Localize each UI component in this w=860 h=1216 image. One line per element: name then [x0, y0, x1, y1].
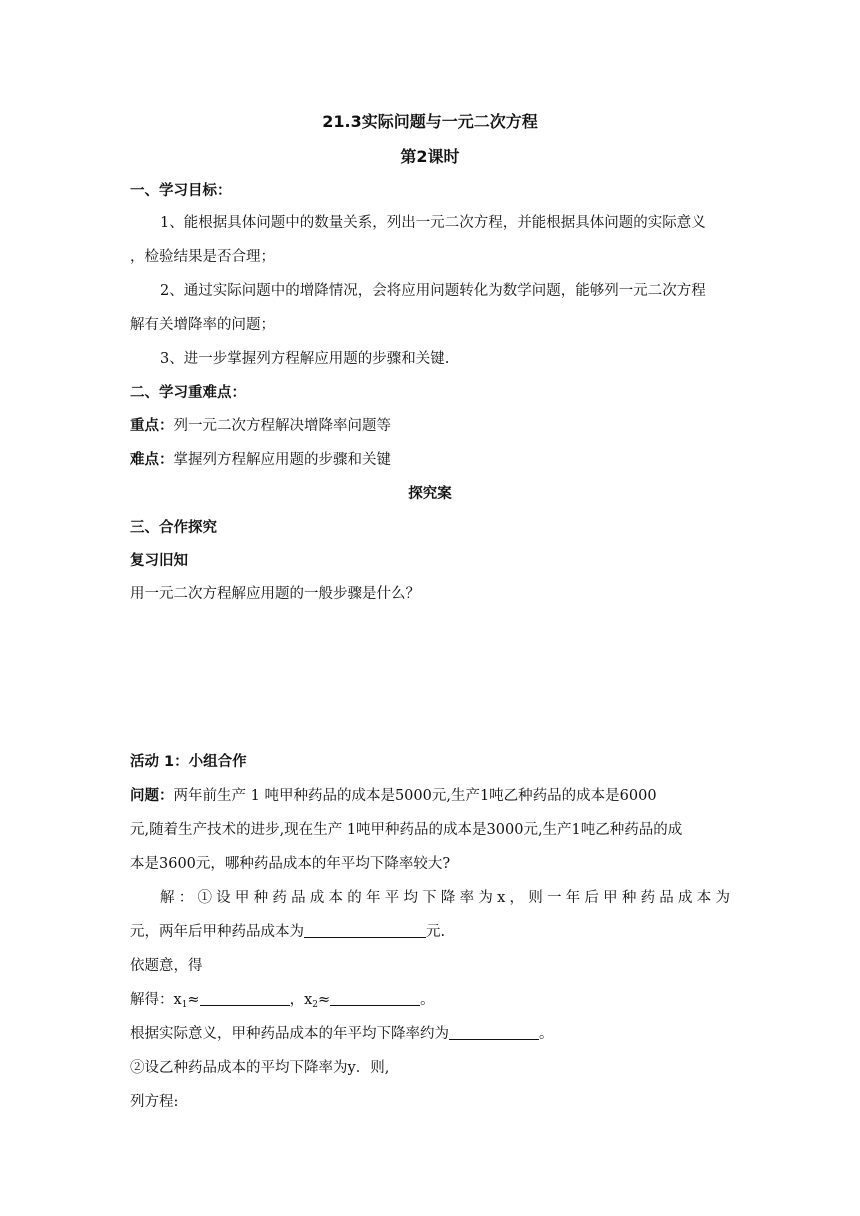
- explore-heading: 三、合作探究: [130, 520, 217, 536]
- subscript-2: 2: [312, 1000, 318, 1010]
- equation-label: 列方程:: [130, 1094, 179, 1110]
- problem-label: 问题：: [130, 788, 174, 804]
- keypoints-heading: 二、学习重难点：: [130, 385, 246, 401]
- focus-line: [130, 416, 730, 436]
- focus-label: 重点：: [130, 418, 174, 434]
- document-title: 21.3实际问题与一元二次方程: [322, 112, 538, 131]
- answer-blank[interactable]: [200, 991, 290, 1006]
- approx-sign-2: ≈: [318, 992, 331, 1008]
- separator: ，x: [289, 992, 313, 1008]
- problem-line-2: 元,随着生产技术的进步,现在生产 1吨甲种药品的成本是3000元,生产1吨乙种药品的成: [130, 822, 683, 838]
- difficulty-label: 难点：: [130, 452, 174, 468]
- problem-line-3: 本是3600元，哪种药品成本的年平均下降率较大?: [130, 856, 451, 872]
- objective-1-line-2: ，检验结果是否合理；: [130, 249, 275, 265]
- conclusion-line: [130, 1024, 730, 1044]
- review-title: 复习旧知: [130, 553, 188, 569]
- section-title: 探究案: [408, 486, 452, 502]
- answer-blank[interactable]: [449, 1025, 539, 1040]
- lesson-subtitle: 第2课时: [400, 147, 460, 166]
- period: 。: [420, 992, 435, 1008]
- review-question: 用一元二次方程解应用题的一般步骤是什么？: [130, 586, 420, 602]
- difficulty-text: 掌握列方程解应用题的步骤和关键: [173, 452, 391, 468]
- period: 。: [539, 1026, 554, 1042]
- solve-label: 解得：x: [130, 992, 182, 1008]
- focus-text: 列一元二次方程解决增降率问题等: [173, 418, 391, 434]
- objectives-heading: 一、学习目标：: [130, 183, 232, 199]
- subscript-1: 1: [181, 1000, 188, 1010]
- solution-part-b: ②设乙种药品成本的平均下降率为y．则,: [130, 1060, 390, 1076]
- solution-line-2-text: 元，两年后甲种药品成本为: [130, 924, 304, 940]
- problem-text-1: 两年前生产 1 吨甲种药品的成本是5000元,生产1吨乙种药品的成本是6000: [173, 788, 657, 804]
- objective-2-line-1: 2、通过实际问题中的增降情况，会将应用问题转化为数学问题，能够列一元二次方程: [160, 283, 706, 299]
- difficulty-line: [130, 450, 730, 470]
- solution-line-2: [130, 922, 730, 942]
- solution-line-2-end: 元.: [426, 924, 446, 940]
- solve-line: [130, 990, 730, 1015]
- solution-line-1: 解：①设甲种药品成本的年平均下降率为x，则一年后甲种药品成本为: [160, 890, 730, 906]
- activity-title: 活动 1：小组合作: [130, 754, 247, 770]
- answer-blank[interactable]: [330, 991, 420, 1006]
- answer-blank[interactable]: [304, 923, 426, 938]
- problem-line-1: [130, 786, 730, 806]
- approx-sign-1: ≈: [187, 992, 200, 1008]
- objective-1-line-1: 1、能根据具体问题中的数量关系，列出一元二次方程，并能根据具体问题的实际意义: [160, 215, 706, 231]
- objective-3: 3、进一步掌握列方程解应用题的步骤和关键.: [160, 351, 450, 367]
- objective-2-line-2: 解有关增降率的问题；: [130, 317, 275, 333]
- by-meaning-line: 依题意，得: [130, 958, 203, 974]
- conclusion-text: 根据实际意义，甲种药品成本的年平均下降率约为: [130, 1026, 449, 1042]
